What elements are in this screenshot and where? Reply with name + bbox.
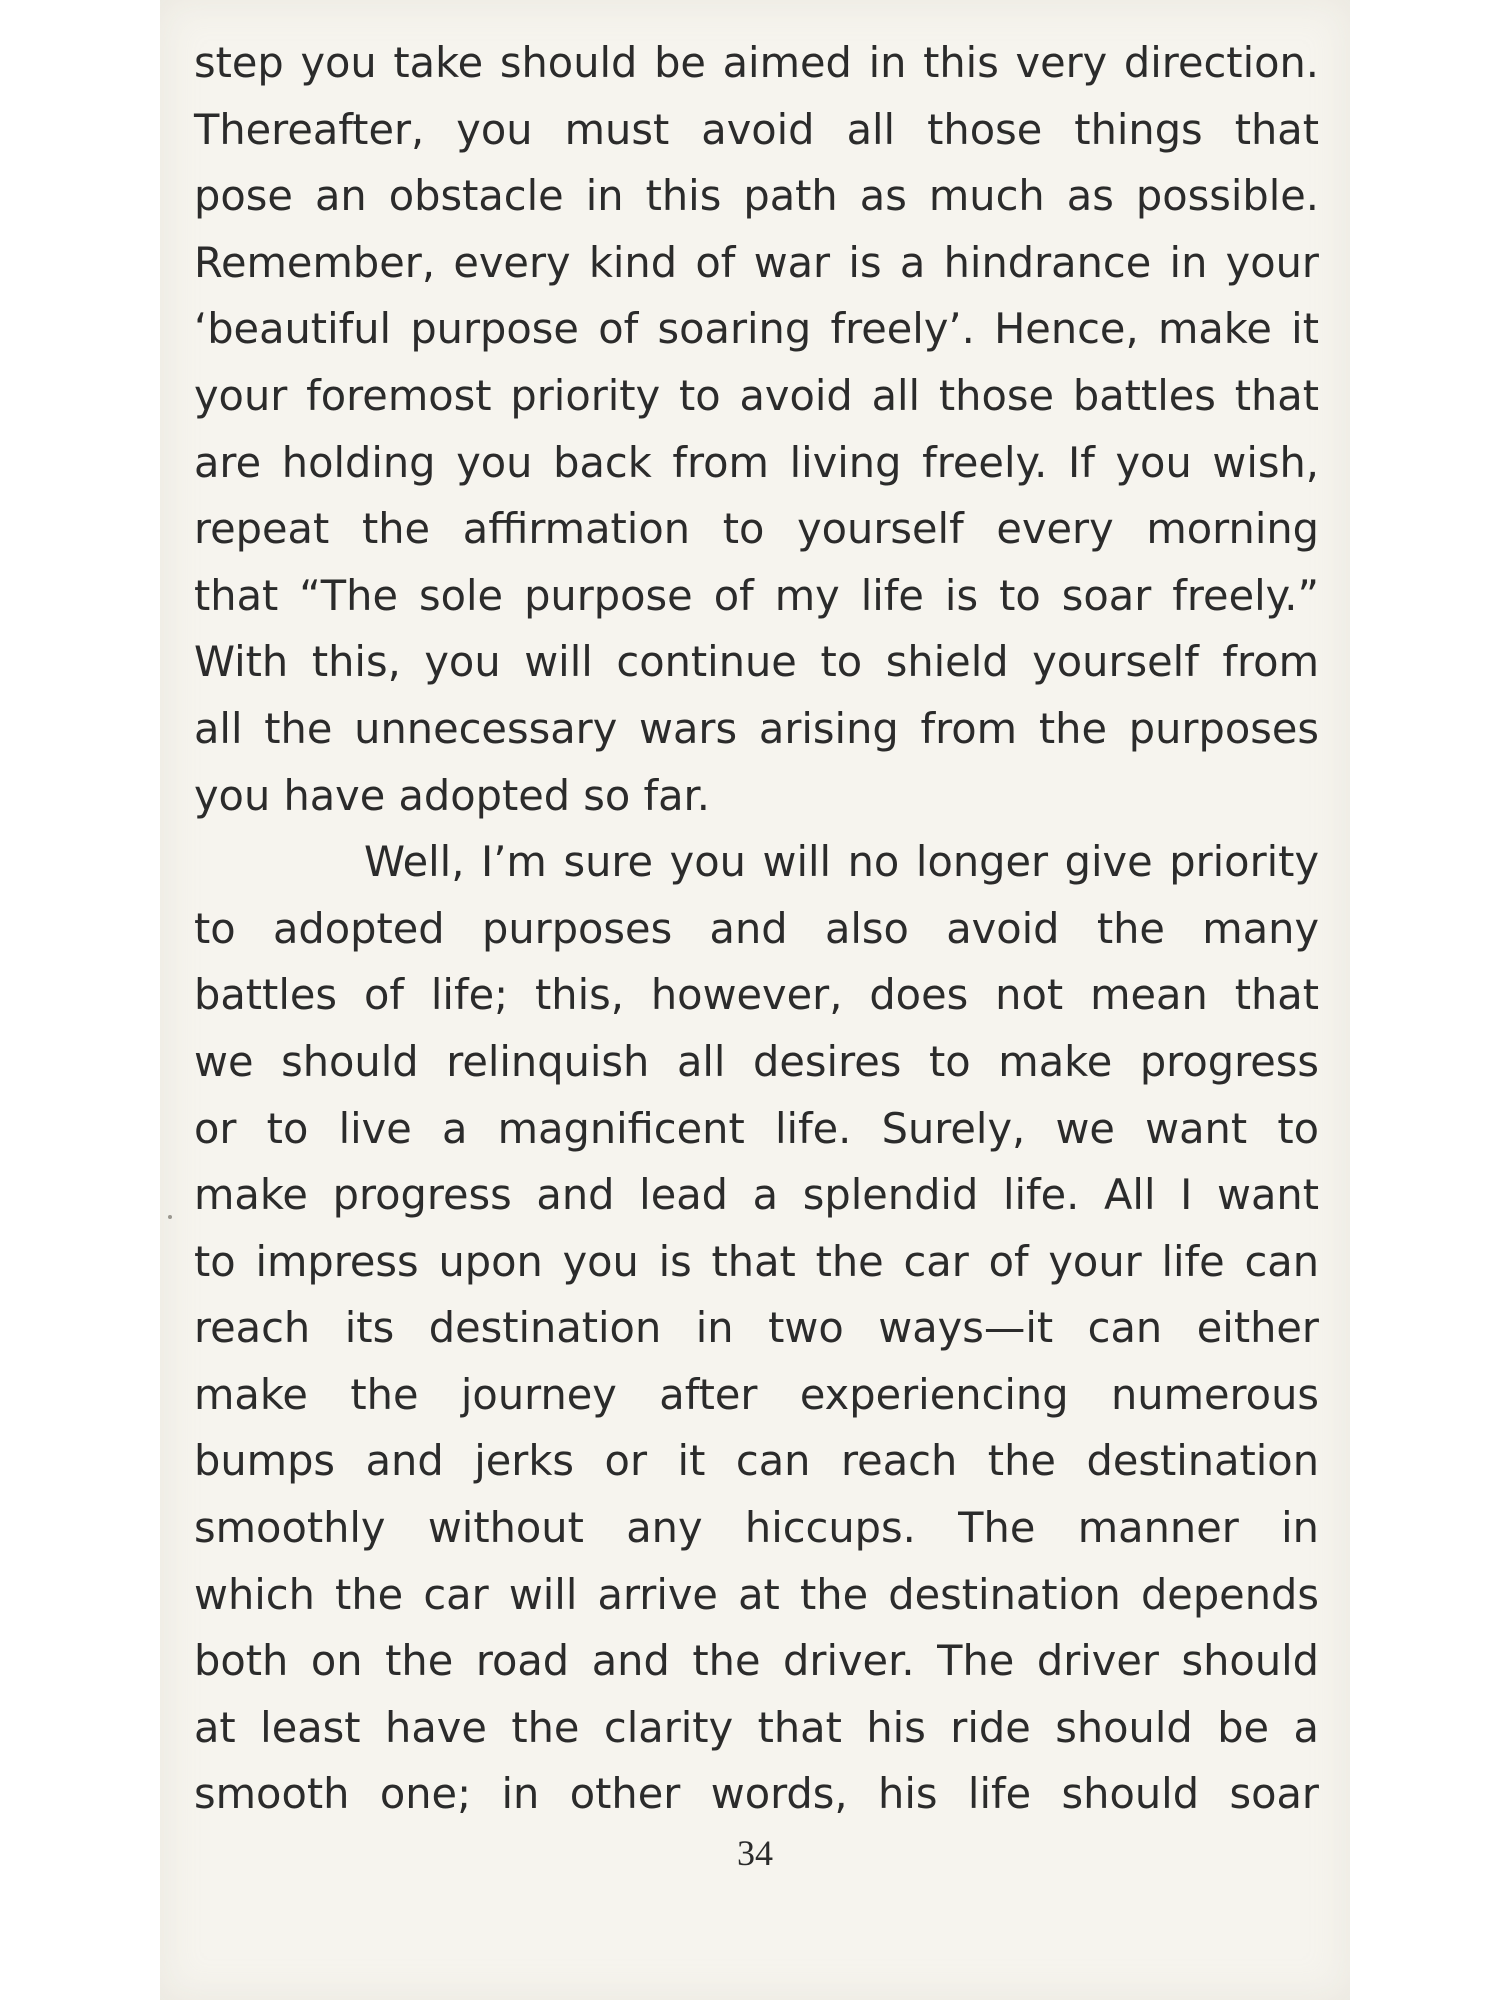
text-line: are holding you back from living freely. If you wish, bbox=[194, 437, 1319, 487]
body-text bbox=[194, 30, 1319, 1828]
text-line: all the unnecessary wars arising from the purposes bbox=[194, 703, 1319, 753]
text-line: smoothly without any hiccups. The manner in bbox=[194, 1503, 1319, 1553]
text-line: Remember, every kind of war is a hindrance in your bbox=[194, 237, 1319, 287]
text-line: With this, you will continue to shield yourself from bbox=[194, 637, 1319, 687]
book-page bbox=[160, 0, 1350, 2000]
text-line: bumps and jerks or it can reach the destination bbox=[194, 1436, 1319, 1486]
ink-speck bbox=[168, 1215, 172, 1219]
text-line: or to live a magnificent life. Surely, we want to bbox=[194, 1103, 1319, 1153]
text-line: to impress upon you is that the car of your life can bbox=[194, 1236, 1319, 1286]
text-line: both on the road and the driver. The driver should bbox=[194, 1636, 1319, 1686]
paragraph-last-line: you have adopted so far. bbox=[194, 770, 710, 820]
paragraph-first-line: Well, I’m sure you will no longer give priority bbox=[364, 837, 1319, 887]
text-line: reach its destination in two ways—it can either bbox=[194, 1303, 1319, 1353]
text-line: Thereafter, you must avoid all those things that bbox=[194, 104, 1319, 154]
text-line: pose an obstacle in this path as much as possible. bbox=[194, 171, 1319, 221]
text-line: at least have the clarity that his ride should be a bbox=[194, 1702, 1319, 1752]
text-line: make progress and lead a splendid life. All I want bbox=[194, 1170, 1319, 1220]
text-line: we should relinquish all desires to make progress bbox=[194, 1036, 1319, 1086]
text-line: battles of life; this, however, does not mean that bbox=[194, 970, 1319, 1020]
text-line: your foremost priority to avoid all those battles that bbox=[194, 370, 1319, 420]
text-line: make the journey after experiencing numerous bbox=[194, 1369, 1319, 1419]
text-line: smooth one; in other words, his life should soar bbox=[194, 1769, 1319, 1819]
text-line: which the car will arrive at the destination depends bbox=[194, 1569, 1319, 1619]
text-line: that “The sole purpose of my life is to soar freely.” bbox=[194, 570, 1319, 620]
page-number: 34 bbox=[737, 1833, 773, 1873]
text-line: repeat the affirmation to yourself every morning bbox=[194, 504, 1319, 554]
text-line: step you take should be aimed in this very direction. bbox=[194, 38, 1319, 87]
text-line: to adopted purposes and also avoid the many bbox=[194, 903, 1319, 953]
text-line: ‘beautiful purpose of soaring freely’. Hence, make it bbox=[194, 304, 1319, 354]
